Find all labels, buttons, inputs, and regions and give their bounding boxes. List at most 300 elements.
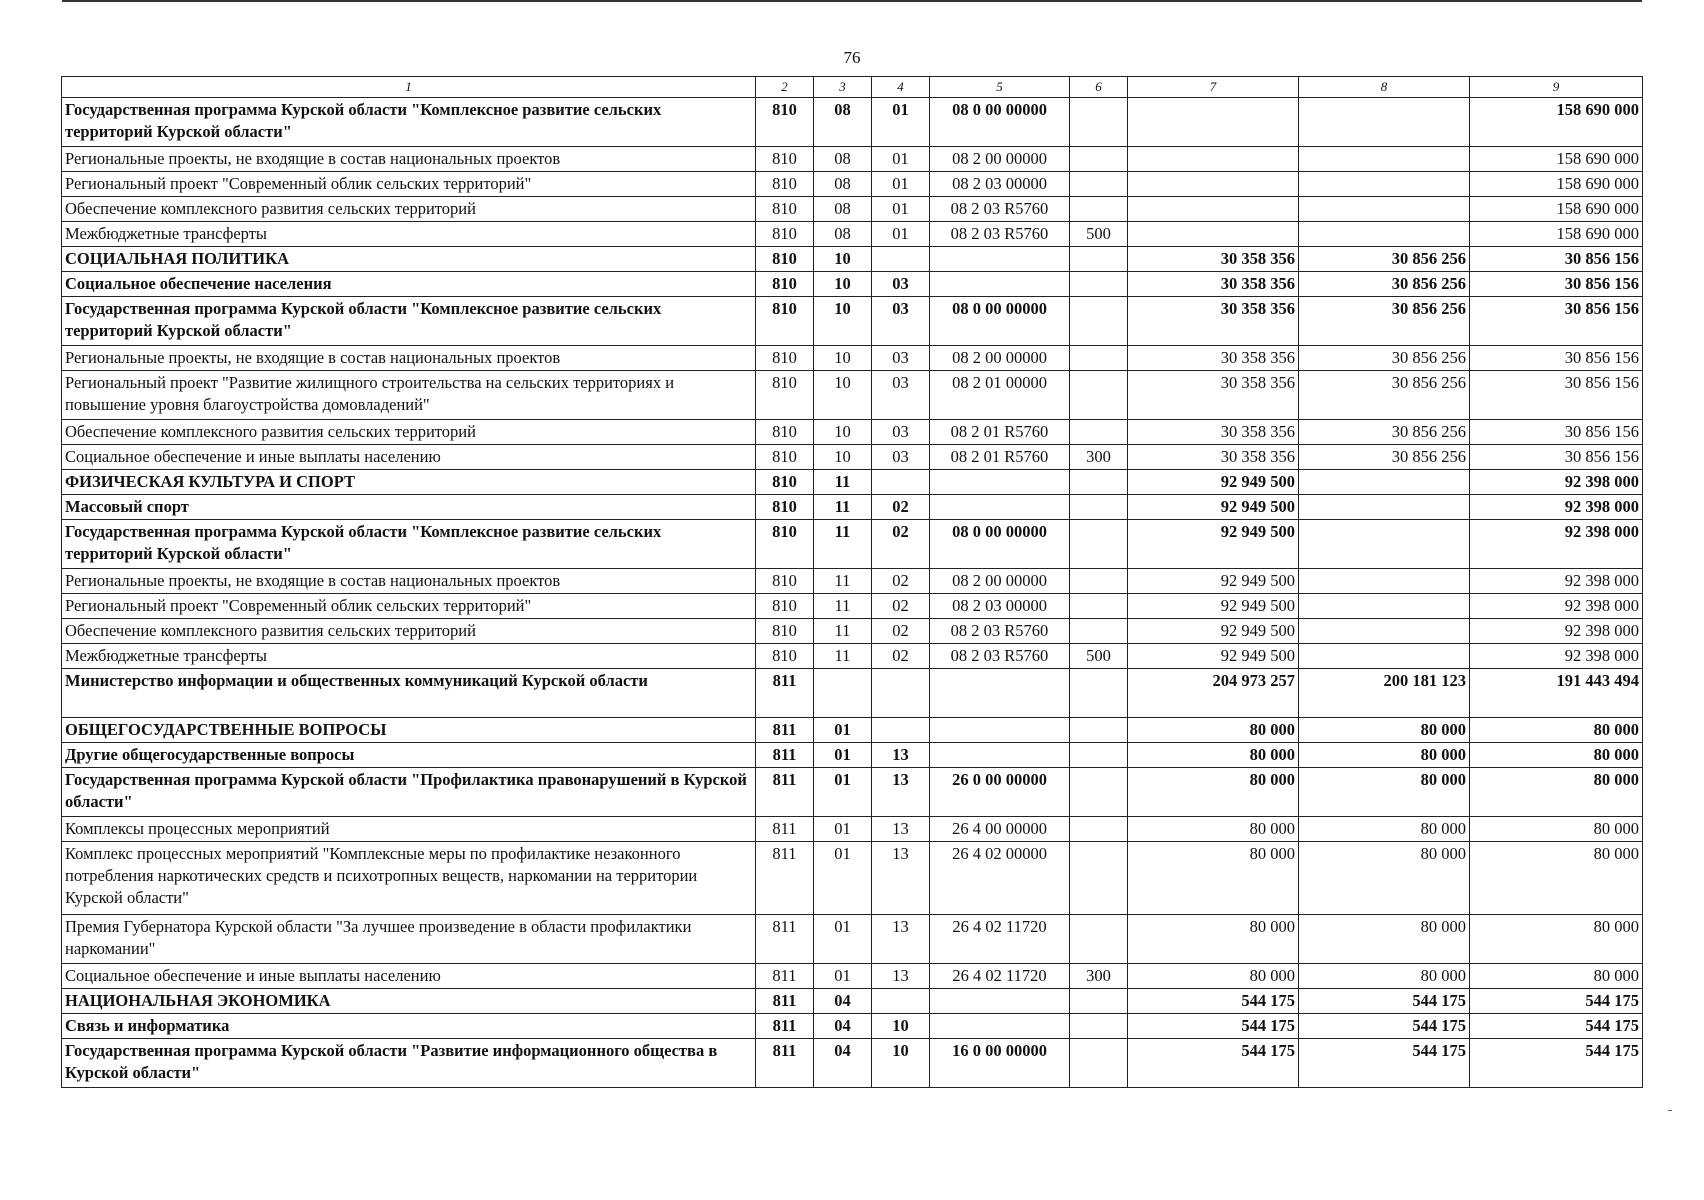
expense-type-cell: 500 [1070,222,1128,247]
column-header-2: 2 [756,77,814,98]
expense-type-cell [1070,520,1128,569]
section-code-cell: 08 [814,147,872,172]
amount-col7-cell: 80 000 [1128,743,1299,768]
row-name-cell: НАЦИОНАЛЬНАЯ ЭКОНОМИКА [62,989,756,1014]
section-code-cell: 01 [814,915,872,964]
section-code-cell: 10 [814,247,872,272]
amount-col9-cell: 30 856 156 [1470,247,1643,272]
table-row [62,420,1643,445]
table-row [62,989,1643,1014]
amount-col8-cell: 30 856 256 [1299,272,1470,297]
amount-col9-cell: 544 175 [1470,1039,1643,1088]
target-article-cell: 08 2 03 R5760 [930,644,1070,669]
ministry-code-cell: 810 [756,247,814,272]
ministry-code-cell: 810 [756,371,814,420]
row-name-cell: Региональные проекты, не входящие в состав национальных проектов [62,346,756,371]
subsection-code-cell: 03 [872,420,930,445]
row-name-cell: Обеспечение комплексного развития сельских территорий [62,420,756,445]
row-name-cell: Министерство информации и общественных коммуникаций Курской области [62,669,756,718]
expense-type-cell [1070,594,1128,619]
column-header-1: 1 [62,77,756,98]
amount-col8-cell: 30 856 256 [1299,297,1470,346]
ministry-code-cell: 810 [756,619,814,644]
ministry-code-cell: 810 [756,172,814,197]
row-name-cell: Региональный проект "Развитие жилищного строительства на сельских территориях и повышение уровня благоустройства домовладений" [62,371,756,420]
section-code-cell: 10 [814,272,872,297]
expense-type-cell [1070,346,1128,371]
amount-col9-cell: 92 398 000 [1470,495,1643,520]
amount-col7-cell: 544 175 [1128,1039,1299,1088]
ministry-code-cell: 811 [756,718,814,743]
target-article-cell: 08 2 00 00000 [930,346,1070,371]
expense-type-cell [1070,247,1128,272]
budget-table [61,76,1643,1088]
expense-type-cell [1070,420,1128,445]
amount-col8-cell [1299,644,1470,669]
subsection-code-cell: 13 [872,964,930,989]
row-name-cell: Связь и информатика [62,1014,756,1039]
amount-col9-cell: 80 000 [1470,768,1643,817]
target-article-cell: 08 0 00 00000 [930,98,1070,147]
row-name-cell: ОБЩЕГОСУДАРСТВЕННЫЕ ВОПРОСЫ [62,718,756,743]
amount-col8-cell: 544 175 [1299,989,1470,1014]
amount-col9-cell: 80 000 [1470,743,1643,768]
amount-col9-cell: 158 690 000 [1470,147,1643,172]
table-row [62,445,1643,470]
subsection-code-cell [872,470,930,495]
ministry-code-cell: 810 [756,197,814,222]
target-article-cell [930,1014,1070,1039]
row-name-cell: Обеспечение комплексного развития сельских территорий [62,619,756,644]
column-number-row [62,77,1643,98]
column-header-6: 6 [1070,77,1128,98]
subsection-code-cell: 13 [872,817,930,842]
expense-type-cell [1070,495,1128,520]
target-article-cell: 26 0 00 00000 [930,768,1070,817]
table-row [62,98,1643,147]
expense-type-cell: 300 [1070,445,1128,470]
ministry-code-cell: 810 [756,147,814,172]
row-name-cell: Государственная программа Курской области "Комплексное развитие сельских территорий Курской области" [62,98,756,147]
subsection-code-cell: 13 [872,743,930,768]
table-row [62,619,1643,644]
target-article-cell [930,247,1070,272]
subsection-code-cell [872,718,930,743]
subsection-code-cell: 13 [872,915,930,964]
ministry-code-cell: 810 [756,594,814,619]
section-code-cell [814,669,872,718]
ministry-code-cell: 811 [756,1014,814,1039]
ministry-code-cell: 811 [756,817,814,842]
expense-type-cell: 500 [1070,644,1128,669]
amount-col7-cell: 92 949 500 [1128,470,1299,495]
expense-type-cell [1070,1039,1128,1088]
ministry-code-cell: 811 [756,669,814,718]
section-code-cell: 01 [814,768,872,817]
amount-col9-cell: 92 398 000 [1470,470,1643,495]
subsection-code-cell: 01 [872,98,930,147]
table-row [62,569,1643,594]
amount-col7-cell: 92 949 500 [1128,495,1299,520]
target-article-cell [930,743,1070,768]
amount-col9-cell: 80 000 [1470,718,1643,743]
amount-col8-cell: 30 856 256 [1299,371,1470,420]
amount-col9-cell: 158 690 000 [1470,222,1643,247]
section-code-cell: 10 [814,420,872,445]
subsection-code-cell: 03 [872,272,930,297]
row-name-cell: Государственная программа Курской области "Профилактика правонарушений в Курской области" [62,768,756,817]
row-name-cell: Государственная программа Курской области "Комплексное развитие сельских территорий Курской области" [62,297,756,346]
subsection-code-cell [872,247,930,272]
target-article-cell: 08 2 03 00000 [930,594,1070,619]
amount-col7-cell: 92 949 500 [1128,594,1299,619]
amount-col9-cell: 30 856 156 [1470,297,1643,346]
amount-col7-cell [1128,172,1299,197]
section-code-cell: 11 [814,619,872,644]
section-code-cell: 01 [814,743,872,768]
subsection-code-cell: 01 [872,222,930,247]
table-row [62,495,1643,520]
amount-col9-cell: 80 000 [1470,817,1643,842]
table-row [62,272,1643,297]
expense-type-cell: 300 [1070,964,1128,989]
amount-col8-cell [1299,172,1470,197]
ministry-code-cell: 810 [756,272,814,297]
row-name-cell: Межбюджетные трансферты [62,644,756,669]
section-code-cell: 10 [814,297,872,346]
row-name-cell: Межбюджетные трансферты [62,222,756,247]
table-row [62,297,1643,346]
subsection-code-cell: 02 [872,495,930,520]
target-article-cell [930,470,1070,495]
amount-col7-cell [1128,98,1299,147]
amount-col9-cell: 30 856 156 [1470,346,1643,371]
amount-col9-cell: 30 856 156 [1470,420,1643,445]
amount-col7-cell: 30 358 356 [1128,272,1299,297]
amount-col7-cell: 92 949 500 [1128,619,1299,644]
subsection-code-cell: 10 [872,1014,930,1039]
column-header-3: 3 [814,77,872,98]
target-article-cell [930,272,1070,297]
section-code-cell: 01 [814,817,872,842]
table-row [62,247,1643,272]
ministry-code-cell: 810 [756,644,814,669]
table-row [62,1039,1643,1088]
row-name-cell: Региональные проекты, не входящие в состав национальных проектов [62,569,756,594]
amount-col7-cell: 30 358 356 [1128,445,1299,470]
amount-col8-cell: 80 000 [1299,718,1470,743]
table-row [62,594,1643,619]
expense-type-cell [1070,1014,1128,1039]
amount-col7-cell: 80 000 [1128,768,1299,817]
amount-col9-cell: 92 398 000 [1470,569,1643,594]
top-border-line [62,0,1642,2]
subsection-code-cell: 01 [872,147,930,172]
amount-col8-cell [1299,569,1470,594]
section-code-cell: 08 [814,98,872,147]
amount-col9-cell: 30 856 156 [1470,371,1643,420]
amount-col7-cell: 92 949 500 [1128,644,1299,669]
amount-col8-cell: 80 000 [1299,743,1470,768]
table-row [62,768,1643,817]
section-code-cell: 10 [814,346,872,371]
amount-col8-cell: 80 000 [1299,964,1470,989]
expense-type-cell [1070,619,1128,644]
target-article-cell: 26 4 02 11720 [930,915,1070,964]
section-code-cell: 11 [814,470,872,495]
section-code-cell: 08 [814,222,872,247]
subsection-code-cell: 02 [872,569,930,594]
row-name-cell: Другие общегосударственные вопросы [62,743,756,768]
ministry-code-cell: 810 [756,470,814,495]
section-code-cell: 01 [814,964,872,989]
column-header-8: 8 [1299,77,1470,98]
subsection-code-cell: 13 [872,842,930,915]
target-article-cell: 08 2 03 R5760 [930,222,1070,247]
column-header-7: 7 [1128,77,1299,98]
ministry-code-cell: 811 [756,989,814,1014]
amount-col8-cell [1299,495,1470,520]
amount-col7-cell: 80 000 [1128,817,1299,842]
target-article-cell: 16 0 00 00000 [930,1039,1070,1088]
section-code-cell: 04 [814,989,872,1014]
amount-col7-cell: 92 949 500 [1128,569,1299,594]
ministry-code-cell: 811 [756,964,814,989]
subsection-code-cell: 02 [872,594,930,619]
amount-col9-cell: 30 856 156 [1470,272,1643,297]
table-body [62,98,1643,1088]
subsection-code-cell: 01 [872,197,930,222]
amount-col7-cell [1128,222,1299,247]
amount-col9-cell: 30 856 156 [1470,445,1643,470]
ministry-code-cell: 811 [756,768,814,817]
section-code-cell: 04 [814,1039,872,1088]
subsection-code-cell: 01 [872,172,930,197]
row-name-cell: Государственная программа Курской области "Развитие информационного общества в Курской области" [62,1039,756,1088]
amount-col9-cell: 544 175 [1470,989,1643,1014]
target-article-cell [930,718,1070,743]
scan-mark [1668,1110,1672,1111]
amount-col8-cell: 30 856 256 [1299,247,1470,272]
amount-col9-cell: 80 000 [1470,842,1643,915]
amount-col7-cell: 30 358 356 [1128,420,1299,445]
section-code-cell: 10 [814,371,872,420]
amount-col7-cell: 30 358 356 [1128,247,1299,272]
table-row [62,197,1643,222]
amount-col9-cell: 158 690 000 [1470,172,1643,197]
ministry-code-cell: 810 [756,520,814,569]
expense-type-cell [1070,915,1128,964]
target-article-cell: 08 2 01 R5760 [930,445,1070,470]
section-code-cell: 04 [814,1014,872,1039]
expense-type-cell [1070,768,1128,817]
amount-col9-cell: 80 000 [1470,964,1643,989]
row-name-cell: Региональные проекты, не входящие в состав национальных проектов [62,147,756,172]
ministry-code-cell: 811 [756,842,814,915]
ministry-code-cell: 810 [756,420,814,445]
amount-col8-cell: 80 000 [1299,842,1470,915]
expense-type-cell [1070,470,1128,495]
expense-type-cell [1070,743,1128,768]
section-code-cell: 11 [814,495,872,520]
ministry-code-cell: 811 [756,915,814,964]
amount-col7-cell: 80 000 [1128,915,1299,964]
expense-type-cell [1070,172,1128,197]
expense-type-cell [1070,989,1128,1014]
ministry-code-cell: 811 [756,743,814,768]
row-name-cell: Комплекс процессных мероприятий "Комплексные меры по профилактике незаконного потребления наркотических средств и психотропных веществ, наркомании на территории Курской области" [62,842,756,915]
amount-col7-cell: 30 358 356 [1128,297,1299,346]
amount-col7-cell: 30 358 356 [1128,346,1299,371]
amount-col7-cell: 544 175 [1128,989,1299,1014]
subsection-code-cell: 10 [872,1039,930,1088]
ministry-code-cell: 810 [756,495,814,520]
expense-type-cell [1070,147,1128,172]
ministry-code-cell: 810 [756,222,814,247]
row-name-cell: Обеспечение комплексного развития сельских территорий [62,197,756,222]
amount-col8-cell: 544 175 [1299,1014,1470,1039]
column-header-9: 9 [1470,77,1643,98]
amount-col9-cell: 92 398 000 [1470,619,1643,644]
amount-col8-cell: 30 856 256 [1299,346,1470,371]
expense-type-cell [1070,297,1128,346]
amount-col8-cell: 200 181 123 [1299,669,1470,718]
target-article-cell [930,669,1070,718]
target-article-cell: 08 2 00 00000 [930,569,1070,594]
subsection-code-cell [872,669,930,718]
amount-col7-cell [1128,147,1299,172]
column-header-5: 5 [930,77,1070,98]
amount-col7-cell [1128,197,1299,222]
amount-col9-cell: 158 690 000 [1470,98,1643,147]
amount-col8-cell: 80 000 [1299,768,1470,817]
amount-col8-cell: 544 175 [1299,1039,1470,1088]
amount-col8-cell: 80 000 [1299,915,1470,964]
ministry-code-cell: 810 [756,98,814,147]
table-row [62,470,1643,495]
table-row [62,817,1643,842]
amount-col8-cell [1299,470,1470,495]
page-number: 76 [843,48,861,67]
amount-col8-cell [1299,222,1470,247]
amount-col9-cell: 92 398 000 [1470,644,1643,669]
subsection-code-cell: 03 [872,346,930,371]
amount-col9-cell: 92 398 000 [1470,520,1643,569]
target-article-cell: 08 0 00 00000 [930,520,1070,569]
table-row [62,718,1643,743]
section-code-cell: 01 [814,718,872,743]
ministry-code-cell: 810 [756,569,814,594]
target-article-cell: 26 4 02 00000 [930,842,1070,915]
row-name-cell: Региональный проект "Современный облик сельских территорий" [62,594,756,619]
row-name-cell: ФИЗИЧЕСКАЯ КУЛЬТУРА И СПОРТ [62,470,756,495]
table-row [62,964,1643,989]
section-code-cell: 10 [814,445,872,470]
amount-col8-cell [1299,619,1470,644]
expense-type-cell [1070,817,1128,842]
row-name-cell: Региональный проект "Современный облик сельских территорий" [62,172,756,197]
expense-type-cell [1070,98,1128,147]
ministry-code-cell: 810 [756,346,814,371]
expense-type-cell [1070,569,1128,594]
row-name-cell: Государственная программа Курской области "Комплексное развитие сельских территорий Курской области" [62,520,756,569]
amount-col8-cell [1299,594,1470,619]
target-article-cell: 08 0 00 00000 [930,297,1070,346]
table-row [62,371,1643,420]
section-code-cell: 11 [814,569,872,594]
amount-col8-cell [1299,520,1470,569]
subsection-code-cell [872,989,930,1014]
amount-col9-cell: 92 398 000 [1470,594,1643,619]
table-row [62,172,1643,197]
target-article-cell [930,989,1070,1014]
subsection-code-cell: 03 [872,445,930,470]
table-row [62,346,1643,371]
expense-type-cell [1070,842,1128,915]
column-header-4: 4 [872,77,930,98]
amount-col7-cell: 204 973 257 [1128,669,1299,718]
table-row [62,520,1643,569]
amount-col8-cell: 30 856 256 [1299,420,1470,445]
amount-col8-cell [1299,98,1470,147]
expense-type-cell [1070,197,1128,222]
target-article-cell: 08 2 03 00000 [930,172,1070,197]
target-article-cell: 08 2 00 00000 [930,147,1070,172]
section-code-cell: 08 [814,197,872,222]
amount-col7-cell: 30 358 356 [1128,371,1299,420]
amount-col7-cell: 92 949 500 [1128,520,1299,569]
expense-type-cell [1070,669,1128,718]
table-row [62,842,1643,915]
amount-col8-cell: 30 856 256 [1299,445,1470,470]
target-article-cell: 26 4 02 11720 [930,964,1070,989]
target-article-cell: 08 2 01 00000 [930,371,1070,420]
amount-col8-cell [1299,147,1470,172]
ministry-code-cell: 810 [756,445,814,470]
section-code-cell: 11 [814,644,872,669]
amount-col9-cell: 158 690 000 [1470,197,1643,222]
amount-col7-cell: 80 000 [1128,964,1299,989]
subsection-code-cell: 03 [872,297,930,346]
row-name-cell: Комплексы процессных мероприятий [62,817,756,842]
subsection-code-cell: 02 [872,619,930,644]
row-name-cell: Социальное обеспечение населения [62,272,756,297]
subsection-code-cell: 13 [872,768,930,817]
table-row [62,222,1643,247]
subsection-code-cell: 02 [872,644,930,669]
row-name-cell: Социальное обеспечение и иные выплаты населению [62,964,756,989]
ministry-code-cell: 810 [756,297,814,346]
amount-col7-cell: 544 175 [1128,1014,1299,1039]
section-code-cell: 08 [814,172,872,197]
table-row [62,1014,1643,1039]
subsection-code-cell: 03 [872,371,930,420]
table-row [62,915,1643,964]
row-name-cell: Массовый спорт [62,495,756,520]
table-row [62,743,1643,768]
row-name-cell: Социальное обеспечение и иные выплаты населению [62,445,756,470]
target-article-cell: 08 2 01 R5760 [930,420,1070,445]
amount-col7-cell: 80 000 [1128,842,1299,915]
subsection-code-cell: 02 [872,520,930,569]
target-article-cell [930,495,1070,520]
ministry-code-cell: 811 [756,1039,814,1088]
amount-col9-cell: 80 000 [1470,915,1643,964]
expense-type-cell [1070,371,1128,420]
section-code-cell: 11 [814,520,872,569]
section-code-cell: 11 [814,594,872,619]
table-row [62,147,1643,172]
